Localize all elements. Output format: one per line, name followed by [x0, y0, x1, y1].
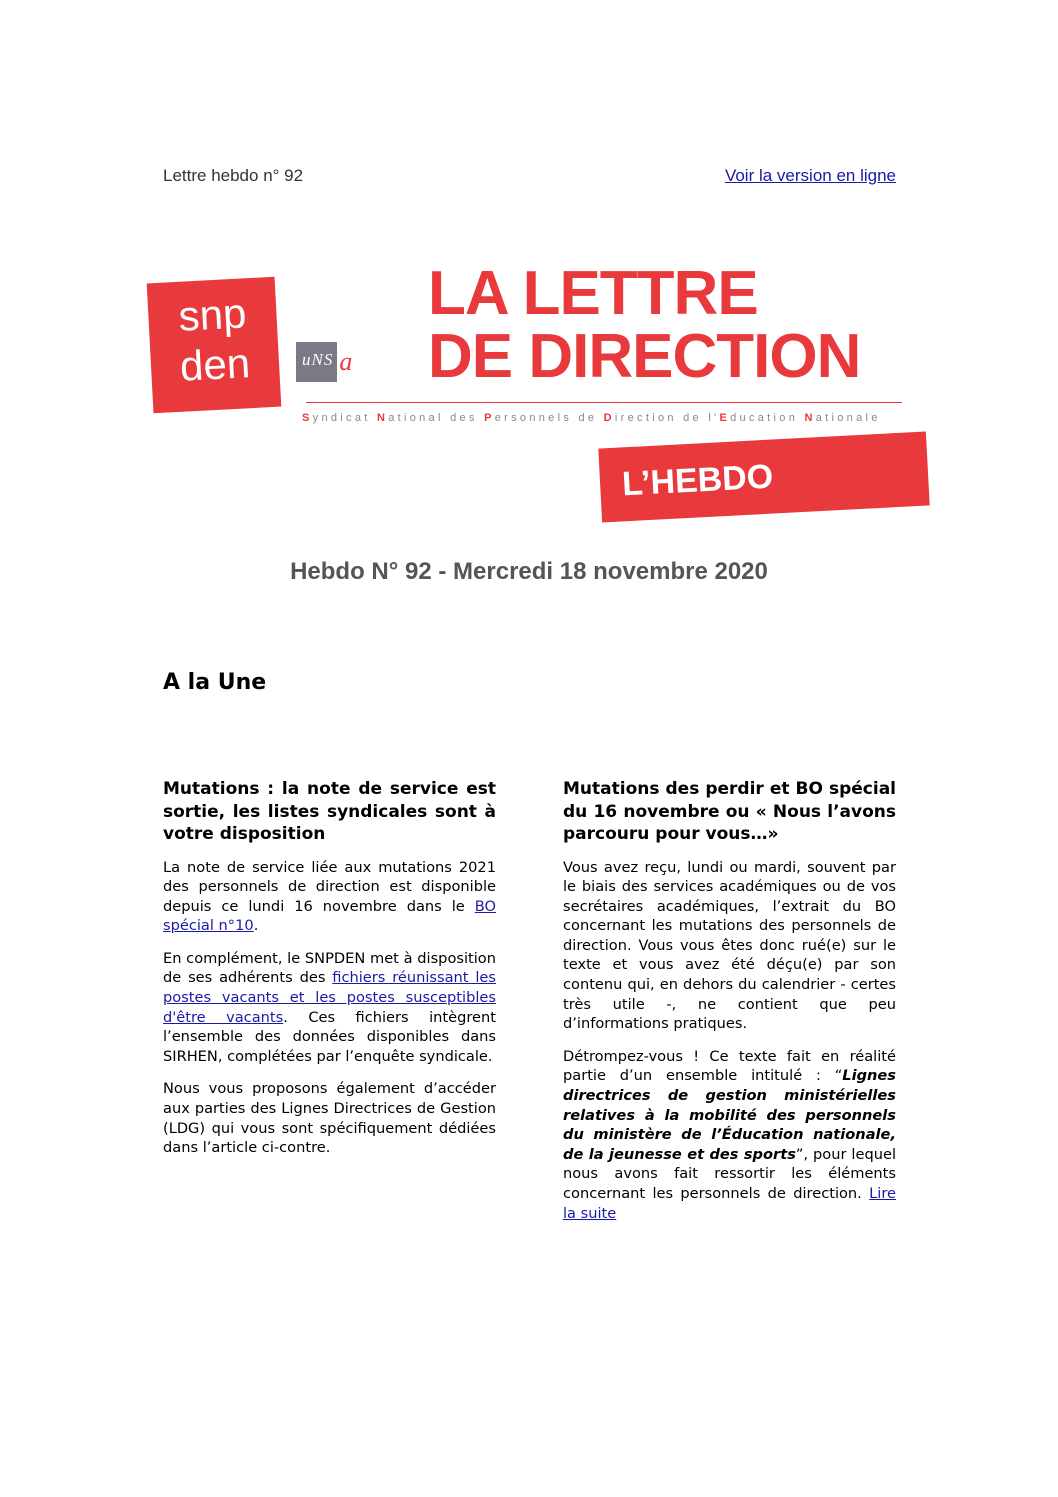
read-more-link[interactable]: Lire la suite — [563, 1185, 896, 1222]
ldg-title-emphasis: Lignes directrices de gestion ministérielles relatives à la mobilité des personnels du ministère de l’Éducation nationale, de la jeunesse et des sports — [563, 1067, 896, 1163]
snpden-logo — [147, 277, 282, 414]
article-mutations-note — [163, 778, 496, 1171]
hebdo-banner — [598, 431, 929, 522]
unsa-logo — [296, 342, 352, 382]
issue-label: Lettre hebdo n° 92 — [163, 166, 304, 185]
article-paragraph: Détrompez-vous ! Ce texte fait en réalité partie d’un ensemble intitulé : “Lignes directrices de gestion ministérielles relatives à la mobilité des personnels du ministère de l’Éducation nationale, de la jeunesse et des sports”, pour lequel nous avons fait ressortir les éléments concernant les personnels de direction. Lire la suite — [563, 1047, 896, 1222]
logo-snp-text: snp — [177, 289, 248, 340]
article-title: Mutations : la note de service est sortie, les listes syndicales sont à votre disposition — [163, 779, 496, 844]
article-paragraph: En complément, le SNPDEN met à disposition de ses adhérents des fichiers réunissant les postes vacants et les postes susceptibles d'être vacants. Ces fichiers intègrent l’ensemble des données disponibles dans SIRHEN, complétées par l’enquête syndicale. — [163, 949, 496, 1065]
masthead-subtitle: Syndicat National des Personnels de Direction de l'Education Nationale — [302, 412, 881, 424]
hebdo-label: L’HEBDO — [621, 457, 775, 504]
online-version-link[interactable]: Voir la version en ligne — [724, 166, 896, 185]
article-mutations-perdir — [563, 778, 896, 1236]
section-title: A la Une — [163, 670, 267, 695]
unsa-logo-a: a — [339, 347, 353, 376]
masthead-divider — [306, 402, 902, 403]
logo-den-text: den — [178, 339, 252, 390]
article-paragraph: La note de service liée aux mutations 2021 des personnels de direction est disponible depuis ce lundi 16 novembre dans le BO spécial n°10. — [163, 858, 496, 935]
vacant-posts-files-link[interactable]: fichiers réunissant les postes vacants et les postes susceptibles d'être vacants — [163, 969, 496, 1026]
article-paragraph: Vous avez reçu, lundi ou mardi, souvent par le biais des services académiques ou de vos secrétaires académiques, l’extrait du BO concernant les mutations des personnels de direction. Vous vous êtes donc rué(e) sur le texte et vous avez été déçu(e) par son contenu qui, en dehors du calendrier - certes très utile -, ne contient que peu d’informations pratiques. — [563, 858, 896, 1033]
issue-date-heading: Hebdo N° 92 - Mercredi 18 novembre 2020 — [290, 558, 768, 585]
masthead-title-line2: DE DIRECTION — [428, 322, 861, 391]
article-title: Mutations des perdir et BO spécial du 16 novembre ou « Nous l’avons parcouru pour vous…» — [563, 779, 896, 844]
bo-special-link[interactable]: BO spécial n°10 — [163, 897, 496, 935]
masthead-title — [428, 259, 861, 391]
unsa-logo-text: uNS — [296, 342, 337, 382]
masthead-title-line1: LA LETTRE — [428, 259, 758, 328]
article-paragraph: Nous vous proposons également d’accéder aux parties des Lignes Directrices de Gestion (LDG) qui vous sont spécifiquement dédiées dans l’article ci-contre. — [163, 1080, 496, 1157]
